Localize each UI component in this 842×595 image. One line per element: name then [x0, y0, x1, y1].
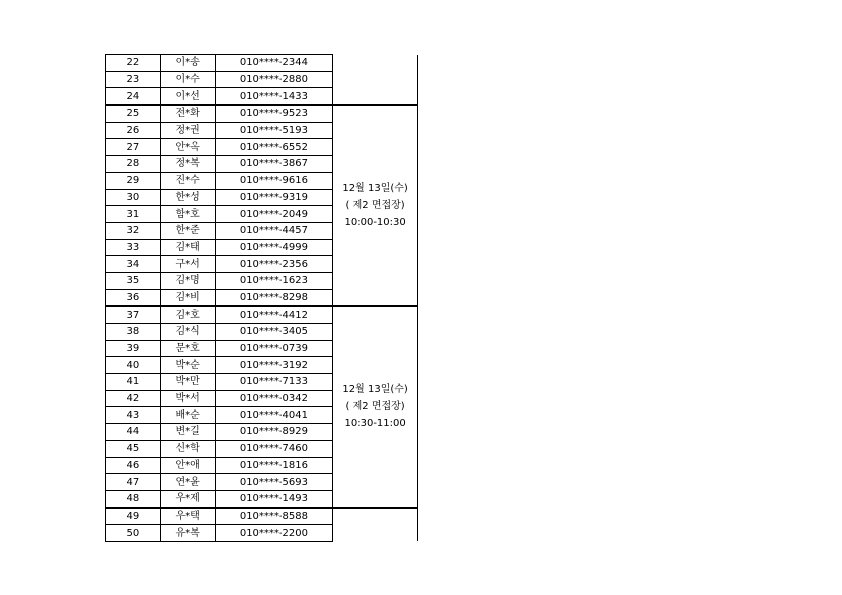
phone-cell: 010****-1493 — [215, 490, 333, 507]
name-cell: 한*준 — [160, 222, 215, 239]
schedule-time: 10:30-11:00 — [344, 418, 406, 430]
table-row — [106, 508, 418, 525]
row-number-cell: 50 — [106, 525, 161, 542]
phone-cell: 010****-2344 — [215, 55, 333, 72]
phone-cell: 010****-4457 — [215, 222, 333, 239]
row-number-cell: 22 — [106, 55, 161, 72]
row-number-cell: 32 — [106, 222, 161, 239]
row-number-cell: 40 — [106, 357, 161, 374]
schedule-group-cell — [333, 105, 418, 306]
name-cell: 구*서 — [160, 256, 215, 273]
name-cell: 안*애 — [160, 457, 215, 474]
name-cell: 우*택 — [160, 508, 215, 525]
row-number-cell: 43 — [106, 407, 161, 424]
table-row — [106, 55, 418, 72]
phone-cell: 010****-3192 — [215, 357, 333, 374]
name-cell: 김*식 — [160, 324, 215, 341]
row-number-cell: 28 — [106, 156, 161, 173]
row-number-cell: 46 — [106, 457, 161, 474]
phone-cell: 010****-9616 — [215, 172, 333, 189]
phone-cell: 010****-3405 — [215, 324, 333, 341]
row-number-cell: 44 — [106, 424, 161, 441]
interview-table-body — [106, 55, 418, 542]
phone-cell: 010****-7460 — [215, 440, 333, 457]
row-number-cell: 31 — [106, 206, 161, 223]
row-number-cell: 45 — [106, 440, 161, 457]
row-number-cell: 49 — [106, 508, 161, 525]
phone-cell: 010****-7133 — [215, 374, 333, 391]
row-number-cell: 48 — [106, 490, 161, 507]
row-number-cell: 38 — [106, 324, 161, 341]
name-cell: 연*윤 — [160, 474, 215, 491]
table-row — [106, 306, 418, 323]
schedule-group-cell-empty — [333, 508, 418, 542]
phone-cell: 010****-8298 — [215, 289, 333, 306]
phone-cell: 010****-5693 — [215, 474, 333, 491]
row-number-cell: 34 — [106, 256, 161, 273]
name-cell: 함*호 — [160, 206, 215, 223]
table-row — [106, 105, 418, 122]
row-number-cell: 26 — [106, 122, 161, 139]
row-number-cell: 36 — [106, 289, 161, 306]
phone-cell: 010****-4999 — [215, 239, 333, 256]
phone-cell: 010****-1623 — [215, 272, 333, 289]
phone-cell: 010****-6552 — [215, 139, 333, 156]
schedule-time: 10:00-10:30 — [344, 217, 406, 229]
phone-cell: 010****-4041 — [215, 407, 333, 424]
schedule-group-cell — [333, 306, 418, 507]
phone-cell: 010****-3867 — [215, 156, 333, 173]
name-cell: 김*태 — [160, 239, 215, 256]
schedule-date: 12월 13일(수) — [342, 384, 408, 396]
name-cell: 신*학 — [160, 440, 215, 457]
phone-cell: 010****-9523 — [215, 105, 333, 122]
schedule-room: ( 제2 면접장) — [345, 401, 405, 413]
name-cell: 박*만 — [160, 374, 215, 391]
name-cell: 변*길 — [160, 424, 215, 441]
name-cell: 박*순 — [160, 357, 215, 374]
phone-cell: 010****-1433 — [215, 88, 333, 105]
phone-cell: 010****-8929 — [215, 424, 333, 441]
row-number-cell: 47 — [106, 474, 161, 491]
row-number-cell: 33 — [106, 239, 161, 256]
row-number-cell: 24 — [106, 88, 161, 105]
name-cell: 정*복 — [160, 156, 215, 173]
row-number-cell: 42 — [106, 390, 161, 407]
name-cell: 배*순 — [160, 407, 215, 424]
name-cell: 우*제 — [160, 490, 215, 507]
interview-schedule-sheet — [105, 54, 418, 542]
phone-cell: 010****-8588 — [215, 508, 333, 525]
row-number-cell: 29 — [106, 172, 161, 189]
name-cell: 이*선 — [160, 88, 215, 105]
phone-cell: 010****-9319 — [215, 189, 333, 206]
schedule-room: ( 제2 면접장) — [345, 200, 405, 212]
phone-cell: 010****-2200 — [215, 525, 333, 542]
name-cell: 김*비 — [160, 289, 215, 306]
name-cell: 전*화 — [160, 105, 215, 122]
phone-cell: 010****-2049 — [215, 206, 333, 223]
row-number-cell: 27 — [106, 139, 161, 156]
phone-cell: 010****-4412 — [215, 306, 333, 323]
name-cell: 김*호 — [160, 306, 215, 323]
schedule-date: 12월 13일(수) — [342, 183, 408, 195]
row-number-cell: 41 — [106, 374, 161, 391]
phone-cell: 010****-2880 — [215, 71, 333, 88]
name-cell: 이*송 — [160, 55, 215, 72]
name-cell: 진*수 — [160, 172, 215, 189]
phone-cell: 010****-1816 — [215, 457, 333, 474]
name-cell: 정*권 — [160, 122, 215, 139]
interview-table — [105, 54, 418, 542]
name-cell: 유*복 — [160, 525, 215, 542]
name-cell: 이*수 — [160, 71, 215, 88]
row-number-cell: 35 — [106, 272, 161, 289]
phone-cell: 010****-0342 — [215, 390, 333, 407]
row-number-cell: 23 — [106, 71, 161, 88]
row-number-cell: 37 — [106, 306, 161, 323]
schedule-group-cell-empty — [333, 55, 418, 106]
row-number-cell: 25 — [106, 105, 161, 122]
row-number-cell: 39 — [106, 340, 161, 357]
phone-cell: 010****-0739 — [215, 340, 333, 357]
phone-cell: 010****-5193 — [215, 122, 333, 139]
phone-cell: 010****-2356 — [215, 256, 333, 273]
name-cell: 박*서 — [160, 390, 215, 407]
name-cell: 안*옥 — [160, 139, 215, 156]
row-number-cell: 30 — [106, 189, 161, 206]
name-cell: 문*호 — [160, 340, 215, 357]
name-cell: 한*성 — [160, 189, 215, 206]
name-cell: 김*명 — [160, 272, 215, 289]
